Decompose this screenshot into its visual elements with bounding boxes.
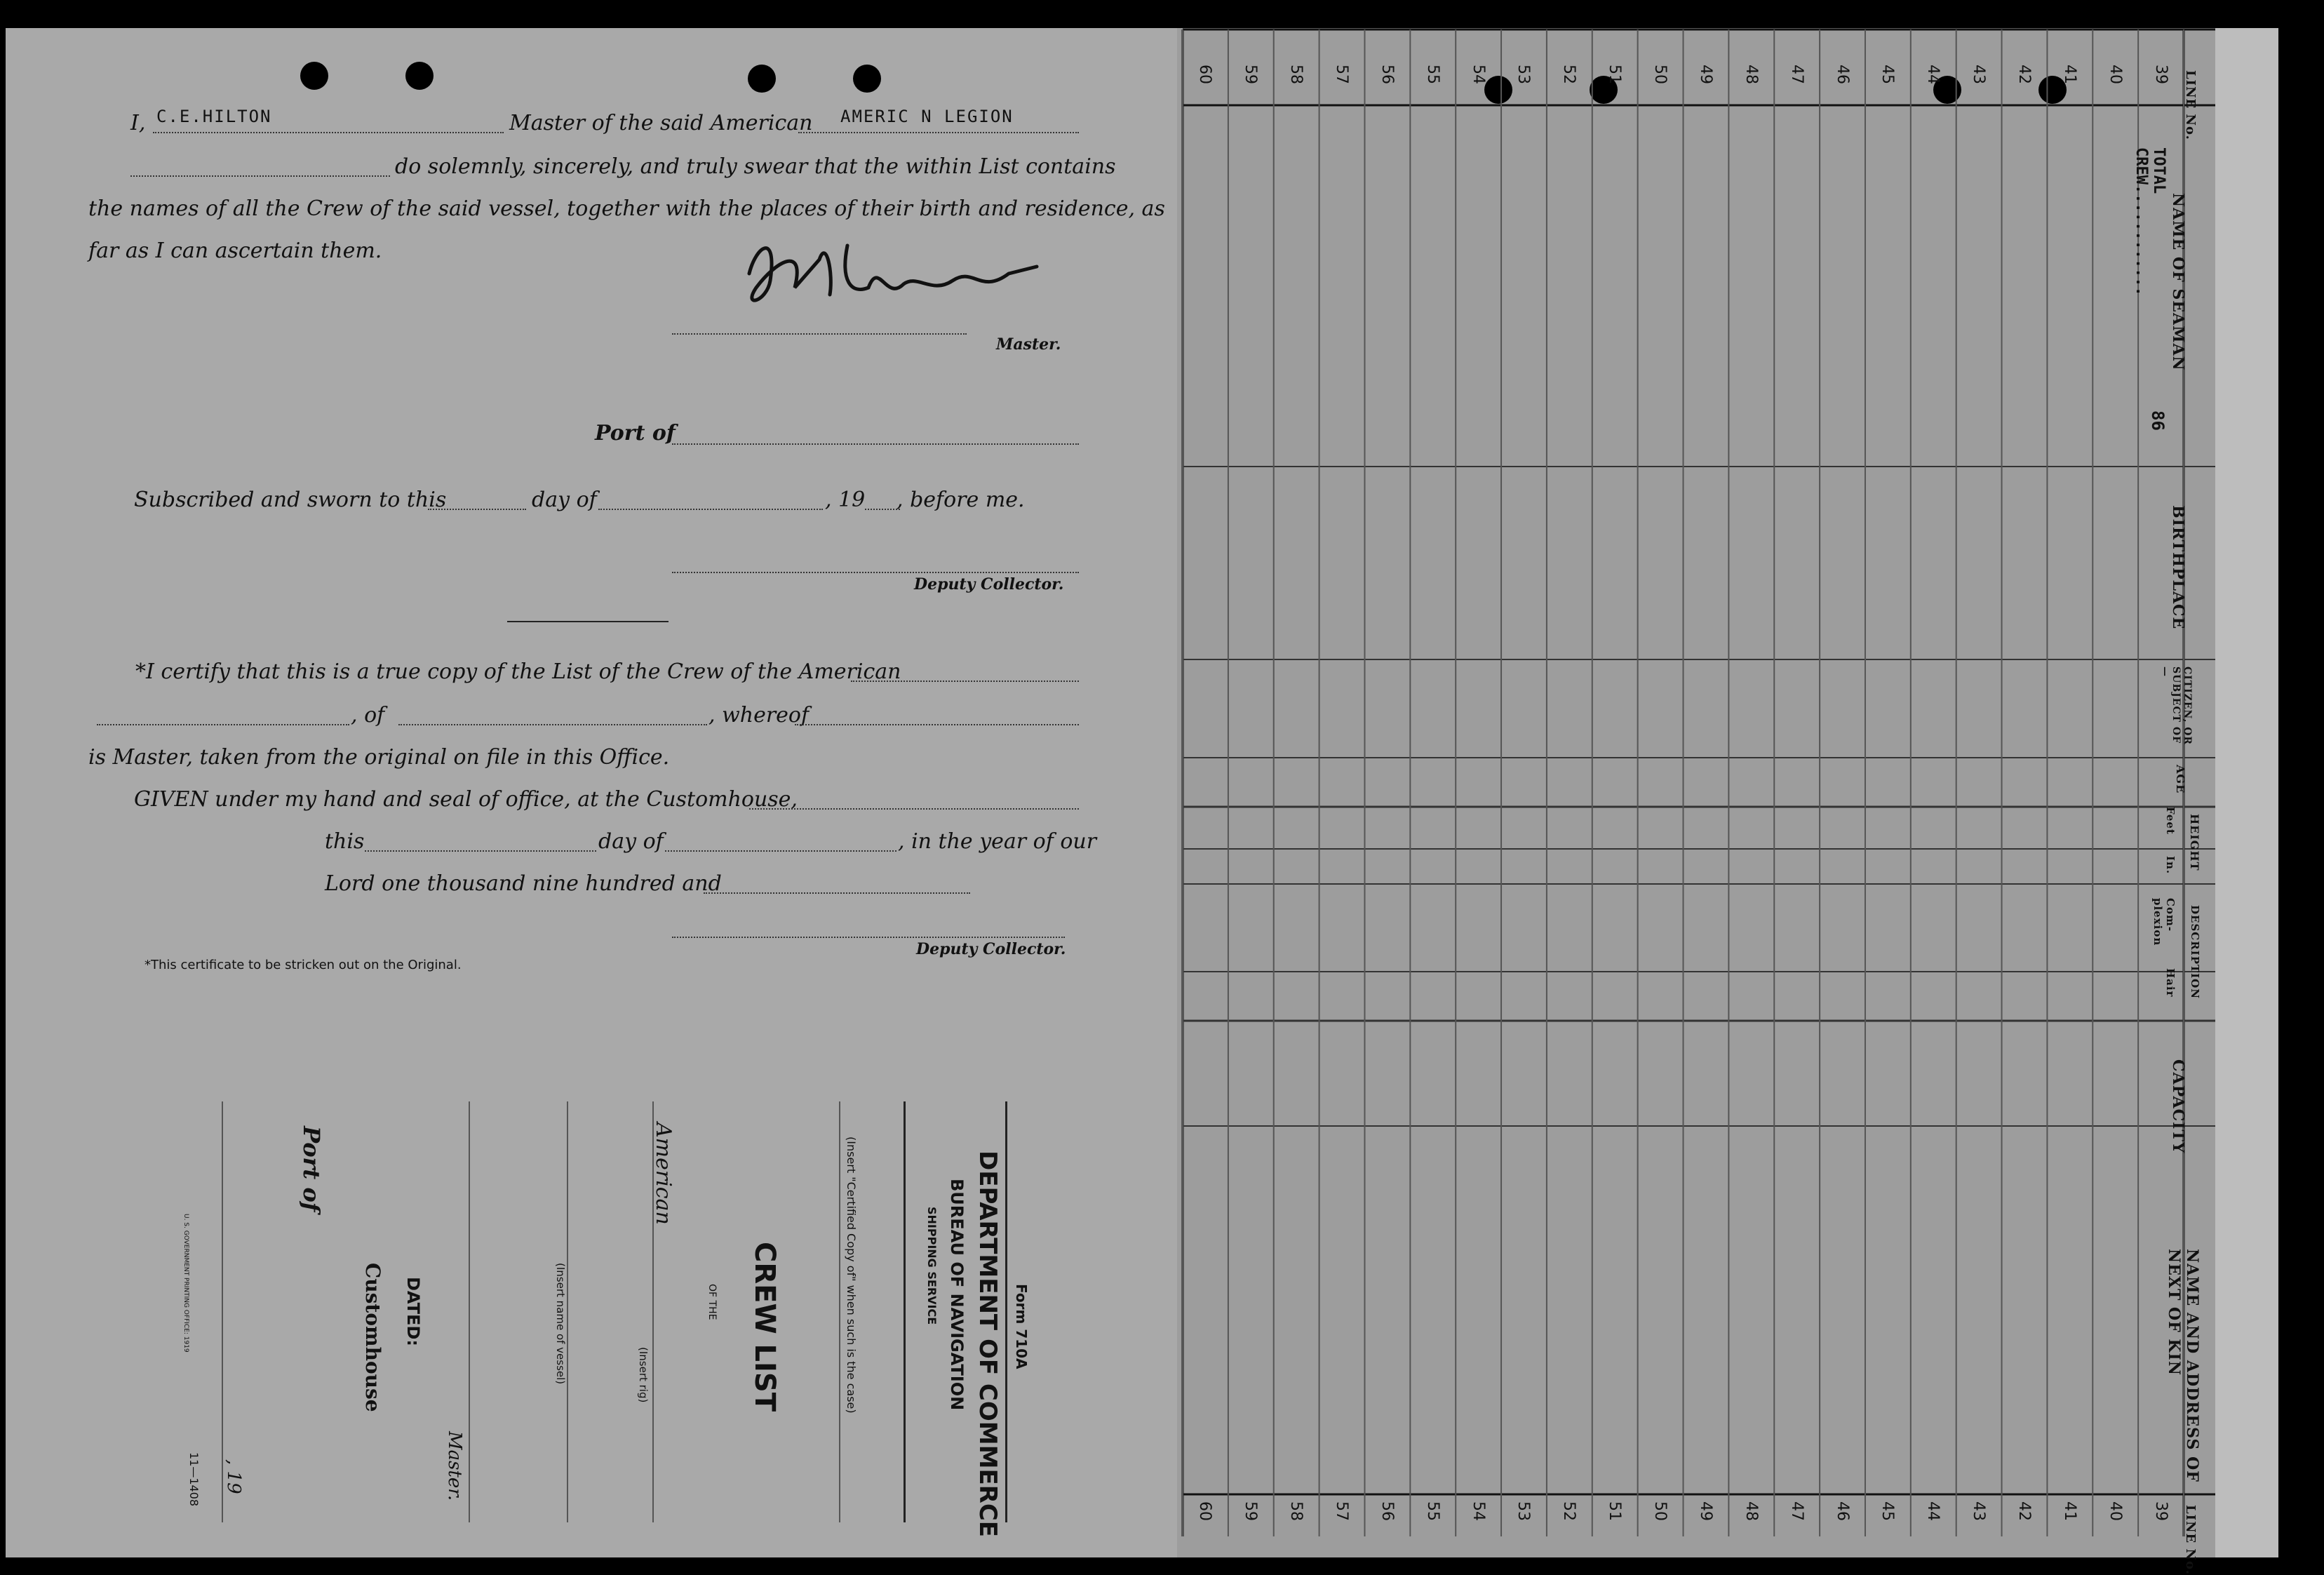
header-capacity: CAPACITY bbox=[2169, 1059, 2187, 1154]
cover-rule bbox=[469, 1101, 470, 1522]
punch-hole bbox=[748, 65, 776, 93]
line-number: 44 bbox=[1924, 1501, 1942, 1521]
document-sheet bbox=[6, 28, 2278, 1575]
cover-year: , 19 bbox=[223, 1459, 244, 1494]
oath-prefix: I, bbox=[130, 111, 146, 135]
line-number: 60 bbox=[1196, 1501, 1214, 1521]
cover-printing-office: U. S. GOVERNMENT PRINTING OFFICE: 1919 bbox=[182, 1214, 189, 1353]
line-number: 46 bbox=[1833, 1501, 1851, 1521]
year-prefix: , 19 bbox=[825, 488, 866, 512]
line-number: 56 bbox=[1378, 1501, 1396, 1521]
port-blank bbox=[672, 443, 1079, 445]
divider bbox=[507, 621, 669, 622]
crew-table-page bbox=[1177, 28, 2278, 1575]
header-age: AGE bbox=[2174, 765, 2187, 794]
subscribed-label: Subscribed and sworn to this bbox=[134, 488, 447, 512]
cover-code: 11—1408 bbox=[187, 1452, 201, 1507]
cover-rule bbox=[567, 1101, 568, 1522]
crew-table-grid bbox=[1177, 28, 2278, 1557]
line-number: 44 bbox=[1924, 65, 1942, 84]
line-number: 59 bbox=[1242, 1501, 1260, 1521]
line-number: 57 bbox=[1333, 65, 1351, 84]
customhouse-blank bbox=[749, 808, 1079, 810]
master-signature bbox=[728, 217, 1065, 330]
oath-line3: the names of all the Crew of the said vessel, together with the places of their birth and residence, as bbox=[88, 196, 1165, 221]
oath-page bbox=[6, 28, 1177, 1557]
cert-line3: is Master, taken from the original on file in this Office. bbox=[88, 745, 670, 770]
day-blank bbox=[428, 509, 526, 510]
line-number: 40 bbox=[2106, 65, 2124, 84]
cover-rule bbox=[1005, 1101, 1007, 1522]
line-number: 57 bbox=[1333, 1501, 1351, 1521]
line-number: 55 bbox=[1423, 1501, 1442, 1521]
line-number: 53 bbox=[1514, 65, 1533, 84]
cert-this: this bbox=[325, 829, 365, 854]
cert-day-of: day of bbox=[598, 829, 664, 854]
oath-line2: do solemnly, sincerely, and truly swear that the within List contains bbox=[395, 154, 1116, 179]
cover-crew-list: CREW LIST bbox=[748, 1242, 781, 1412]
cert-rig-blank bbox=[97, 724, 349, 725]
cert-deputy-collector: Deputy Collector. bbox=[916, 940, 1066, 958]
cover-service: SHIPPING SERVICE bbox=[925, 1207, 939, 1325]
master-blank bbox=[153, 132, 504, 133]
line-number: 45 bbox=[1879, 1501, 1897, 1521]
punch-hole bbox=[405, 62, 434, 90]
master-sign-blank bbox=[672, 333, 967, 335]
cert-port-blank bbox=[398, 724, 707, 725]
line-number: 48 bbox=[1742, 1501, 1760, 1521]
cover-insert-rig: (Insert rig) bbox=[637, 1347, 650, 1403]
cover-customhouse: Customhouse bbox=[361, 1263, 384, 1412]
page-edge bbox=[2215, 28, 2278, 1557]
vessel-blank bbox=[798, 132, 1079, 133]
header-next-of-kin: NAME AND ADDRESS OF NEXT OF KIN bbox=[2165, 1249, 2201, 1482]
cover-form-number: Form 710A bbox=[1013, 1284, 1030, 1369]
header-hair: Hair bbox=[2164, 968, 2177, 998]
cover-rule bbox=[904, 1101, 906, 1522]
cert-footnote: *This certificate to be stricken out on the Original. bbox=[145, 958, 462, 972]
line-number: 46 bbox=[1833, 65, 1851, 84]
deputy-collector-label: Deputy Collector. bbox=[914, 575, 1064, 594]
rig-blank bbox=[130, 175, 390, 177]
header-complexion: Com- plexion bbox=[2151, 898, 2177, 946]
line-number: 52 bbox=[1560, 65, 1578, 84]
master-label: Master. bbox=[996, 335, 1061, 354]
cover-american: American bbox=[651, 1122, 676, 1225]
header-citizen: CITIZEN, OR SUBJECT OF— bbox=[2159, 666, 2193, 746]
line-number: 56 bbox=[1378, 65, 1396, 84]
punch-hole bbox=[300, 62, 328, 90]
cover-dated: DATED: bbox=[403, 1277, 423, 1346]
line-number: 54 bbox=[1469, 65, 1487, 84]
cert-of: , of bbox=[351, 703, 385, 728]
line-number: 58 bbox=[1287, 65, 1305, 84]
oath-line4: far as I can ascertain them. bbox=[88, 239, 382, 263]
cert-vessel-blank bbox=[851, 681, 1079, 682]
line-number: 54 bbox=[1469, 1501, 1487, 1521]
line-number: 50 bbox=[1651, 1501, 1670, 1521]
line-number: 49 bbox=[1696, 65, 1714, 84]
year-blank bbox=[865, 509, 900, 510]
line-number: 51 bbox=[1606, 1501, 1624, 1521]
oath-line1: Master of the said American bbox=[509, 111, 813, 135]
line-number: 41 bbox=[2060, 1501, 2078, 1521]
cover-of-the: OF THE bbox=[706, 1284, 718, 1320]
line-number: 55 bbox=[1423, 65, 1442, 84]
line-number: 50 bbox=[1651, 65, 1670, 84]
line-number: 47 bbox=[1787, 65, 1806, 84]
cert-given: GIVEN under my hand and seal of office, at the Customhouse, bbox=[134, 787, 798, 812]
cert-day-blank bbox=[365, 850, 596, 852]
line-number: 39 bbox=[2151, 1501, 2170, 1521]
line-number: 53 bbox=[1514, 1501, 1533, 1521]
cover-master: Master. bbox=[444, 1431, 465, 1501]
header-birthplace: BIRTHPLACE bbox=[2169, 505, 2187, 630]
vessel-name-typed: AMERIC N LEGION bbox=[840, 107, 1014, 126]
header-feet: Feet bbox=[2164, 807, 2177, 835]
total-crew-count: 86 bbox=[2148, 410, 2168, 431]
line-number: 59 bbox=[1242, 65, 1260, 84]
day-of-label: day of bbox=[532, 488, 597, 512]
line-number: 43 bbox=[1970, 65, 1988, 84]
month-blank bbox=[598, 509, 823, 510]
line-number: 39 bbox=[2151, 65, 2170, 84]
line-number: 41 bbox=[2060, 65, 2078, 84]
header-height: HEIGHT bbox=[2188, 814, 2201, 871]
line-number: 42 bbox=[2015, 65, 2033, 84]
cert-whereof: , whereof bbox=[708, 703, 810, 728]
line-number: 52 bbox=[1560, 1501, 1578, 1521]
cover-rule bbox=[839, 1101, 840, 1522]
cert-year-blank bbox=[704, 892, 970, 894]
cert-master-blank bbox=[795, 724, 1079, 725]
line-number: 45 bbox=[1879, 65, 1897, 84]
cert-lord: Lord one thousand nine hundred and bbox=[325, 871, 722, 896]
line-number: 51 bbox=[1606, 65, 1624, 84]
cert-line1: *I certify that this is a true copy of the List of the Crew of the American bbox=[135, 659, 901, 684]
cert-year-of-our: , in the year of our bbox=[898, 829, 1097, 854]
cover-port-of: Port of bbox=[298, 1126, 325, 1212]
cert-deputy-blank bbox=[672, 937, 1065, 938]
header-line-no: LINE No. bbox=[2183, 70, 2198, 140]
punch-hole bbox=[853, 65, 881, 93]
cover-insert-cert: (Insert "Certified Copy of" when such is the case) bbox=[845, 1137, 858, 1414]
header-name-of-seaman: NAME OF SEAMAN bbox=[2169, 193, 2187, 371]
line-number: 40 bbox=[2106, 1501, 2124, 1521]
line-number: 48 bbox=[1742, 65, 1760, 84]
before-me: , before me. bbox=[896, 488, 1025, 512]
header-description: DESCRIPTION bbox=[2189, 905, 2201, 999]
line-number: 43 bbox=[1970, 1501, 1988, 1521]
cover-insert-name: (Insert name of vessel) bbox=[554, 1263, 567, 1385]
header-inches: In. bbox=[2164, 856, 2177, 875]
header-line-no-bottom: LINE No. bbox=[2183, 1505, 2198, 1575]
cover-department: DEPARTMENT OF COMMERCE bbox=[974, 1151, 1002, 1538]
line-number: 47 bbox=[1787, 1501, 1806, 1521]
master-name-typed: C.E.HILTON bbox=[156, 107, 272, 126]
total-crew-label: TOTAL CREW............ bbox=[2132, 147, 2168, 296]
cert-month-blank bbox=[665, 850, 896, 852]
deputy-blank bbox=[672, 572, 1079, 573]
line-number: 42 bbox=[2015, 1501, 2033, 1521]
cover-bureau: BUREAU OF NAVIGATION bbox=[947, 1179, 967, 1411]
port-of-label: Port of bbox=[595, 421, 676, 445]
line-number: 49 bbox=[1696, 1501, 1714, 1521]
line-number: 60 bbox=[1196, 65, 1214, 84]
line-number: 58 bbox=[1287, 1501, 1305, 1521]
